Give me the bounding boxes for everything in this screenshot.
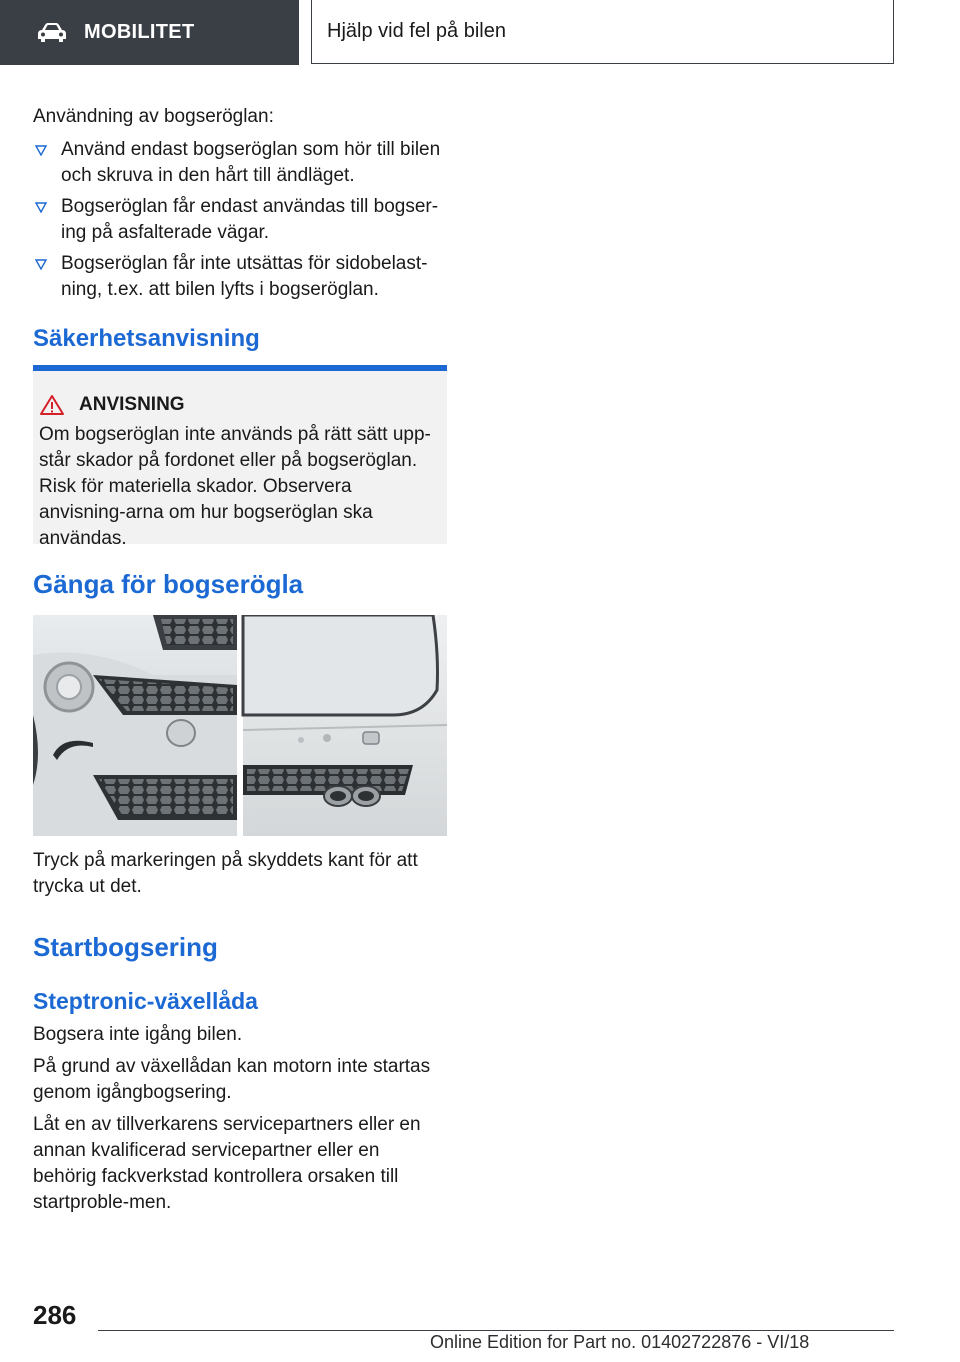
usage-section (33, 104, 447, 308)
bumper-cover-image (33, 615, 447, 836)
paragraph: På grund av växellådan kan motorn inte startas genom igångbogsering. (33, 1056, 431, 1103)
footer-divider (98, 1330, 894, 1331)
chapter-title: Hjälp vid fel på bilen (327, 20, 506, 42)
chapter-tab (311, 0, 894, 64)
warning-triangle-icon (39, 394, 65, 416)
list-item-text: Bogseröglan får inte utsättas för sidobelast‐ning, t.ex. att bilen lyfts i bogseröglan. (61, 253, 428, 300)
usage-list (33, 137, 447, 303)
notice-title: ANVISNING (79, 394, 185, 415)
triangle-bullet-icon (35, 145, 47, 156)
section-title: MOBILITET (84, 21, 195, 43)
notice-accent-bar (33, 365, 447, 371)
list-item-text: Använd endast bogseröglan som hör till bilen och skruva in den hårt till ändläget. (61, 139, 441, 186)
notice-box (33, 365, 447, 549)
jumpstart-body (33, 1022, 447, 1216)
page-number: 286 (33, 1300, 77, 1330)
section-tab (0, 0, 299, 65)
jumpstart-heading: Startbogsering (33, 932, 218, 962)
notice-text: Om bogseröglan inte används på rätt sätt upp‐står skador på fordonet eller på bogseröglan. Risk för materiella skador. Observera anvisning‐arna om hur bogseröglan ska användas. (39, 424, 431, 549)
thread-heading: Gänga för bogserögla (33, 569, 304, 599)
edition-info: Online Edition for Part no. 01402722876 - VI/18 (430, 1332, 810, 1352)
bumper-illustration (33, 615, 447, 836)
paragraph: Låt en av tillverkarens servicepartners eller en annan kvalificerad servicepartner eller en behörig fackverkstad kontrollera orsaken till startproble‐men. (33, 1114, 421, 1213)
transmission-subheading: Steptronic-växellåda (33, 988, 258, 1014)
list-item (33, 194, 447, 246)
safety-heading: Säkerhetsanvisning (33, 325, 260, 352)
list-item (33, 137, 447, 189)
list-item (33, 251, 447, 303)
triangle-bullet-icon (35, 259, 47, 270)
page-header (0, 0, 960, 66)
notice-header (39, 394, 185, 416)
usage-intro: Användning av bogseröglan: (33, 106, 274, 127)
illustration-caption: Tryck på markeringen på skyddets kant för att trycka ut det. (33, 850, 418, 897)
triangle-bullet-icon (35, 202, 47, 213)
car-icon (36, 22, 68, 44)
list-item-text: Bogseröglan får endast användas till bogser‐ing på asfalterade vägar. (61, 196, 439, 243)
paragraph: Bogsera inte igång bilen. (33, 1024, 243, 1045)
